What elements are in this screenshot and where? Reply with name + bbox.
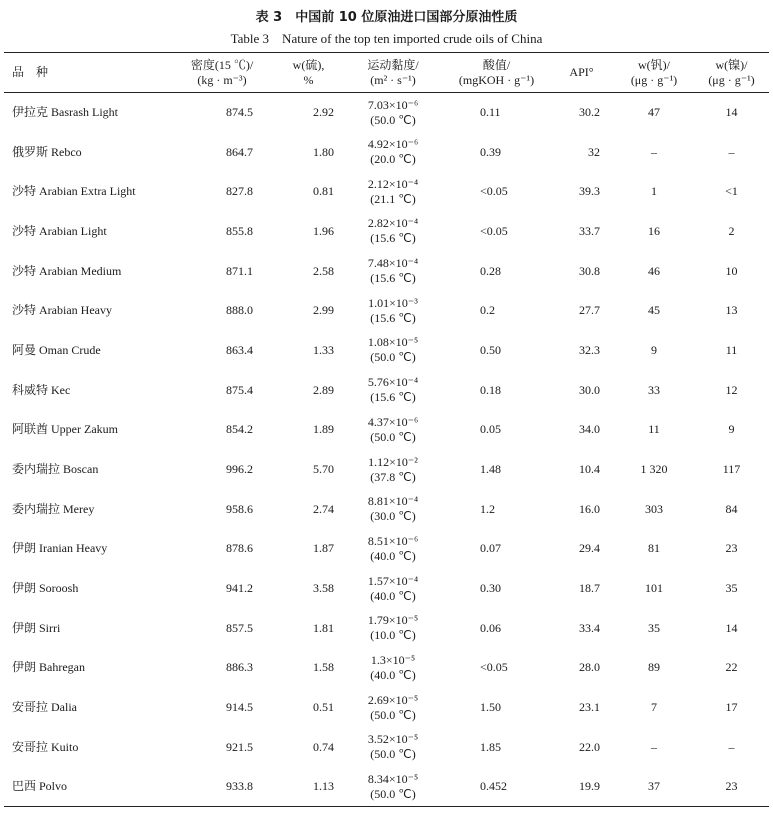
cell-density: 875.4 bbox=[226, 382, 253, 397]
cell-viscosity bbox=[342, 132, 444, 172]
viscosity-temperature: (15.6 ℃) bbox=[370, 271, 416, 286]
cell-viscosity bbox=[342, 410, 444, 450]
viscosity-temperature: (21.1 ℃) bbox=[370, 191, 416, 206]
cell-sulfur: 1.13 bbox=[313, 779, 334, 794]
table-row bbox=[4, 212, 769, 252]
cell-viscosity bbox=[342, 688, 444, 728]
cell-density: 941.2 bbox=[226, 581, 253, 596]
cell-vanadium: 303 bbox=[645, 501, 663, 516]
viscosity-value: 2.69×10⁻⁵ bbox=[367, 692, 419, 707]
cell-vanadium: 81 bbox=[648, 541, 660, 556]
table-row bbox=[4, 648, 769, 688]
cell-vanadium: 7 bbox=[651, 700, 657, 715]
cell-sulfur: 0.81 bbox=[313, 184, 334, 199]
cell-nickel: – bbox=[728, 144, 735, 159]
cell-api: 28.0 bbox=[579, 660, 600, 675]
cell-sulfur: 0.51 bbox=[313, 700, 334, 715]
viscosity-value: 7.03×10⁻⁶ bbox=[367, 97, 419, 112]
viscosity-temperature: (50.0 ℃) bbox=[370, 350, 416, 365]
cell-api: 30.0 bbox=[579, 382, 600, 397]
header-vanadium: w(钒)/ (μg · g⁻¹) bbox=[630, 57, 678, 87]
viscosity-temperature: (15.6 ℃) bbox=[370, 231, 416, 246]
cell-api: 30.2 bbox=[579, 105, 600, 120]
viscosity-temperature: (15.6 ℃) bbox=[370, 390, 416, 405]
cell-vanadium: 33 bbox=[648, 382, 660, 397]
cell-api: 33.7 bbox=[579, 223, 600, 238]
cell-name: 委内瑞拉 Merey bbox=[12, 501, 95, 516]
viscosity-temperature: (15.6 ℃) bbox=[370, 310, 416, 325]
cell-vanadium: 1 320 bbox=[640, 462, 668, 477]
cell-acid-value: <0.05 bbox=[480, 184, 508, 199]
cell-api: 39.3 bbox=[579, 184, 600, 199]
viscosity-value: 1.57×10⁻⁴ bbox=[367, 573, 419, 588]
cell-vanadium: 1 bbox=[651, 184, 657, 199]
cell-density: 854.2 bbox=[226, 422, 253, 437]
viscosity-value: 7.48×10⁻⁴ bbox=[367, 256, 419, 271]
cell-name: 科威特 Kec bbox=[12, 382, 71, 397]
cell-nickel: 13 bbox=[725, 303, 738, 318]
viscosity-temperature: (20.0 ℃) bbox=[370, 152, 416, 167]
cell-density: 878.6 bbox=[226, 541, 253, 556]
cell-density: 921.5 bbox=[226, 739, 253, 754]
cell-nickel: 2 bbox=[728, 223, 735, 238]
cell-nickel: 14 bbox=[725, 620, 738, 635]
cell-viscosity bbox=[342, 251, 444, 291]
cell-density: 958.6 bbox=[226, 501, 253, 516]
cell-acid-value: 0.06 bbox=[480, 620, 501, 635]
table-header-row bbox=[4, 53, 769, 93]
cell-name: 安哥拉 Kuito bbox=[12, 739, 79, 754]
cell-sulfur: 2.58 bbox=[313, 263, 334, 278]
table-row bbox=[4, 608, 769, 648]
cell-acid-value: 0.50 bbox=[480, 342, 501, 357]
cell-name: 伊朗 Bahregan bbox=[12, 660, 85, 675]
table-title-english: Table 3 Nature of the top ten imported crude oils of China bbox=[230, 31, 543, 46]
cell-name: 沙特 Arabian Heavy bbox=[12, 303, 112, 318]
cell-density: 886.3 bbox=[226, 660, 253, 675]
cell-api: 34.0 bbox=[579, 422, 600, 437]
table-row bbox=[4, 172, 769, 212]
cell-name: 阿曼 Oman Crude bbox=[12, 342, 101, 357]
table-row bbox=[4, 767, 769, 807]
cell-viscosity bbox=[342, 212, 444, 252]
cell-acid-value: 1.48 bbox=[480, 462, 501, 477]
table-row bbox=[4, 331, 769, 371]
cell-acid-value: 0.18 bbox=[480, 382, 501, 397]
cell-name: 沙特 Arabian Light bbox=[12, 223, 107, 238]
header-nickel: w(镍)/ (μg · g⁻¹) bbox=[708, 57, 755, 87]
cell-viscosity bbox=[342, 450, 444, 490]
table-row bbox=[4, 410, 769, 450]
cell-name: 巴西 Polvo bbox=[12, 779, 68, 794]
cell-nickel: 35 bbox=[725, 581, 738, 596]
viscosity-temperature: (40.0 ℃) bbox=[370, 548, 416, 563]
cell-vanadium: 9 bbox=[651, 342, 657, 357]
table-body bbox=[4, 93, 769, 807]
header-density: 密度(15 ℃)/ (kg · m⁻³) bbox=[190, 57, 254, 87]
cell-sulfur: 1.58 bbox=[313, 660, 334, 675]
viscosity-value: 1.79×10⁻⁵ bbox=[367, 613, 419, 628]
cell-api: 18.7 bbox=[579, 581, 600, 596]
viscosity-value: 3.52×10⁻⁵ bbox=[367, 732, 419, 747]
viscosity-value: 2.82×10⁻⁴ bbox=[367, 216, 419, 231]
cell-nickel: 9 bbox=[728, 422, 735, 437]
cell-vanadium: 101 bbox=[645, 581, 663, 596]
cell-sulfur: 1.87 bbox=[313, 541, 334, 556]
viscosity-value: 8.81×10⁻⁴ bbox=[367, 494, 419, 509]
viscosity-value: 4.37×10⁻⁶ bbox=[367, 414, 419, 429]
cell-nickel: 84 bbox=[725, 501, 738, 516]
cell-sulfur: 1.89 bbox=[313, 422, 334, 437]
viscosity-value: 8.51×10⁻⁶ bbox=[367, 533, 419, 548]
header-viscosity: 运动黏度/ (m² · s⁻¹) bbox=[367, 57, 419, 87]
cell-viscosity bbox=[342, 529, 444, 569]
cell-sulfur: 1.33 bbox=[313, 342, 334, 357]
cell-viscosity bbox=[342, 370, 444, 410]
cell-sulfur: 2.99 bbox=[313, 303, 334, 318]
viscosity-temperature: (40.0 ℃) bbox=[370, 588, 416, 603]
viscosity-temperature: (10.0 ℃) bbox=[370, 628, 416, 643]
cell-api: 32.3 bbox=[579, 342, 600, 357]
cell-acid-value: 1.50 bbox=[480, 700, 501, 715]
viscosity-temperature: (50.0 ℃) bbox=[370, 786, 416, 801]
cell-nickel: 10 bbox=[725, 263, 738, 278]
cell-name: 伊朗 Iranian Heavy bbox=[12, 541, 108, 556]
table-row bbox=[4, 93, 769, 133]
cell-viscosity bbox=[342, 93, 444, 133]
cell-sulfur: 5.70 bbox=[313, 462, 334, 477]
table-row bbox=[4, 291, 769, 331]
cell-api: 16.0 bbox=[579, 501, 600, 516]
cell-sulfur: 0.74 bbox=[313, 739, 334, 754]
header-acid-value: 酸值/ (mgKOH · g⁻¹) bbox=[458, 57, 535, 87]
cell-acid-value: 0.28 bbox=[480, 263, 501, 278]
cell-nickel: 12 bbox=[725, 382, 738, 397]
cell-acid-value: 0.39 bbox=[480, 144, 501, 159]
cell-sulfur: 2.92 bbox=[313, 105, 334, 120]
cell-api: 29.4 bbox=[579, 541, 600, 556]
cell-vanadium: 46 bbox=[648, 263, 660, 278]
viscosity-temperature: (50.0 ℃) bbox=[370, 747, 416, 762]
cell-viscosity bbox=[342, 767, 444, 807]
cell-vanadium: 11 bbox=[648, 422, 660, 437]
cell-nickel: 23 bbox=[725, 541, 738, 556]
cell-nickel: 117 bbox=[722, 462, 741, 477]
cell-density: 827.8 bbox=[226, 184, 253, 199]
cell-name: 安哥拉 Dalia bbox=[12, 700, 77, 715]
table-row bbox=[4, 569, 769, 609]
cell-api: 27.7 bbox=[579, 303, 600, 318]
cell-api: 23.1 bbox=[579, 700, 600, 715]
cell-acid-value: 0.452 bbox=[480, 779, 507, 794]
viscosity-value: 1.12×10⁻² bbox=[368, 454, 418, 469]
cell-viscosity bbox=[342, 608, 444, 648]
viscosity-value: 5.76×10⁻⁴ bbox=[367, 375, 419, 390]
table-row bbox=[4, 529, 769, 569]
cell-acid-value: 0.05 bbox=[480, 422, 501, 437]
cell-api: 10.4 bbox=[579, 462, 600, 477]
table-row bbox=[4, 132, 769, 172]
cell-nickel: <1 bbox=[725, 184, 738, 199]
cell-name: 沙特 Arabian Extra Light bbox=[12, 184, 136, 199]
cell-acid-value: 0.2 bbox=[480, 303, 495, 318]
cell-density: 888.0 bbox=[226, 303, 253, 318]
cell-acid-value: 0.11 bbox=[480, 105, 501, 120]
cell-density: 996.2 bbox=[226, 462, 253, 477]
cell-nickel: 22 bbox=[725, 660, 738, 675]
cell-api: 33.4 bbox=[579, 620, 600, 635]
cell-api: 19.9 bbox=[579, 779, 600, 794]
table-row bbox=[4, 450, 769, 490]
viscosity-temperature: (50.0 ℃) bbox=[370, 112, 416, 127]
cell-density: 857.5 bbox=[226, 620, 253, 635]
viscosity-value: 4.92×10⁻⁶ bbox=[367, 137, 419, 152]
cell-viscosity bbox=[342, 331, 444, 371]
cell-density: 871.1 bbox=[226, 263, 253, 278]
cell-acid-value: 1.2 bbox=[480, 501, 495, 516]
cell-name: 伊朗 Sirri bbox=[12, 620, 61, 635]
cell-name: 阿联酋 Upper Zakum bbox=[12, 422, 118, 437]
cell-density: 864.7 bbox=[226, 144, 253, 159]
cell-name: 俄罗斯 Rebco bbox=[12, 144, 82, 159]
table-row bbox=[4, 489, 769, 529]
viscosity-temperature: (30.0 ℃) bbox=[370, 509, 416, 524]
table-row bbox=[4, 251, 769, 291]
viscosity-value: 1.08×10⁻⁵ bbox=[367, 335, 419, 350]
cell-name: 委内瑞拉 Boscan bbox=[12, 462, 99, 477]
cell-nickel: 14 bbox=[725, 105, 738, 120]
cell-sulfur: 1.80 bbox=[313, 144, 334, 159]
table-row bbox=[4, 688, 769, 728]
cell-vanadium: 35 bbox=[648, 620, 660, 635]
viscosity-value: 8.34×10⁻⁵ bbox=[367, 771, 419, 786]
cell-density: 874.5 bbox=[226, 105, 253, 120]
viscosity-value: 2.12×10⁻⁴ bbox=[367, 176, 419, 191]
cell-density: 855.8 bbox=[226, 223, 253, 238]
cell-sulfur: 2.74 bbox=[313, 501, 334, 516]
cell-acid-value: <0.05 bbox=[480, 223, 508, 238]
cell-density: 914.5 bbox=[226, 700, 253, 715]
cell-vanadium: 47 bbox=[648, 105, 660, 120]
cell-acid-value: 1.85 bbox=[480, 739, 501, 754]
cell-vanadium: 45 bbox=[648, 303, 660, 318]
cell-vanadium: 37 bbox=[648, 779, 660, 794]
cell-sulfur: 1.81 bbox=[313, 620, 334, 635]
cell-api: 22.0 bbox=[579, 739, 600, 754]
table-row bbox=[4, 370, 769, 410]
cell-vanadium: – bbox=[651, 739, 657, 754]
viscosity-temperature: (50.0 ℃) bbox=[370, 707, 416, 722]
cell-name: 伊朗 Soroosh bbox=[12, 581, 79, 596]
table-title-chinese: 表 3 中国前 10 位原油进口国部分原油性质 bbox=[255, 10, 518, 25]
cell-nickel: 11 bbox=[725, 342, 738, 357]
cell-sulfur: 2.89 bbox=[313, 382, 334, 397]
cell-viscosity bbox=[342, 172, 444, 212]
cell-vanadium: 16 bbox=[648, 223, 660, 238]
cell-acid-value: 0.07 bbox=[480, 541, 501, 556]
header-name: 品 种 bbox=[12, 65, 49, 79]
cell-nickel: 17 bbox=[725, 700, 738, 715]
cell-viscosity bbox=[342, 489, 444, 529]
table-row bbox=[4, 728, 769, 768]
cell-nickel: – bbox=[728, 739, 735, 754]
cell-sulfur: 3.58 bbox=[313, 581, 334, 596]
viscosity-temperature: (50.0 ℃) bbox=[370, 429, 416, 444]
cell-name: 沙特 Arabian Medium bbox=[12, 263, 122, 278]
viscosity-temperature: (40.0 ℃) bbox=[370, 667, 416, 682]
cell-acid-value: 0.30 bbox=[480, 581, 501, 596]
cell-api: 30.8 bbox=[579, 263, 600, 278]
cell-sulfur: 1.96 bbox=[313, 223, 334, 238]
cell-vanadium: – bbox=[651, 144, 657, 159]
viscosity-value: 1.3×10⁻⁵ bbox=[370, 652, 416, 667]
viscosity-temperature: (37.8 ℃) bbox=[370, 469, 416, 484]
cell-viscosity bbox=[342, 728, 444, 768]
cell-density: 863.4 bbox=[226, 342, 253, 357]
cell-viscosity bbox=[342, 291, 444, 331]
viscosity-value: 1.01×10⁻³ bbox=[368, 295, 418, 310]
cell-name: 伊拉克 Basrash Light bbox=[12, 105, 118, 120]
header-sulfur: w(硫), % bbox=[292, 57, 325, 87]
cell-viscosity bbox=[342, 648, 444, 688]
cell-density: 933.8 bbox=[226, 779, 253, 794]
cell-vanadium: 89 bbox=[648, 660, 660, 675]
crude-oil-properties-table bbox=[4, 52, 769, 807]
cell-viscosity bbox=[342, 569, 444, 609]
header-api: API° bbox=[569, 65, 594, 79]
cell-nickel: 23 bbox=[725, 779, 738, 794]
cell-api: 32 bbox=[588, 144, 600, 159]
cell-acid-value: <0.05 bbox=[480, 660, 508, 675]
